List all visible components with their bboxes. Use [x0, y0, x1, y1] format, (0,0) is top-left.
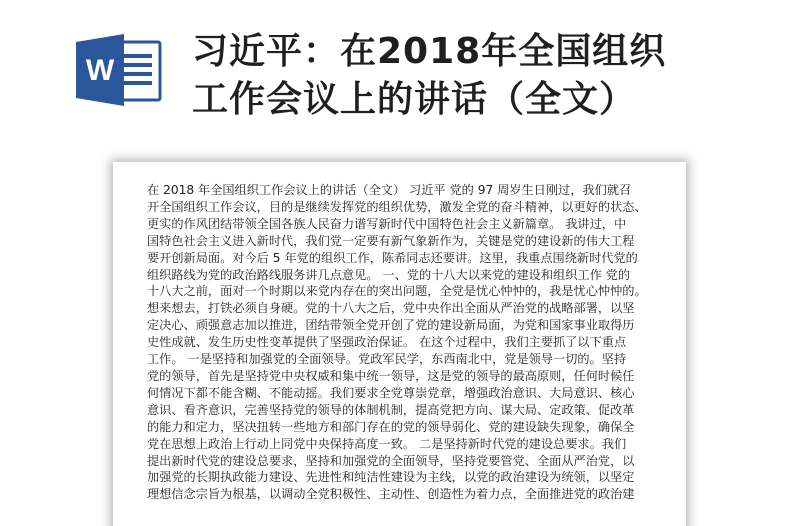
- document-line: 工作。 一是坚持和加强党的全面领导。党政军民学，东西南北中，党是领导一切的。坚持: [147, 352, 627, 367]
- word-document-icon: [72, 32, 164, 108]
- page-title-line-1: 习近平：在2018年全国组织: [192, 31, 667, 72]
- document-line: 开全国组织工作会议，目的是继续发挥党的组织优势，激发全党的奋斗精神，以更好的状态、: [147, 199, 647, 214]
- document-line: 要开创新局面。对今后 5 年党的组织工作，陈希同志还要讲。这里，我重点围绕新时代党的: [147, 250, 638, 265]
- document-line: 的能力和定力，坚决扭转一些地方和部门存在的党的领导弱化、党的建设缺失现象，确保全: [147, 419, 635, 434]
- document-line: 组织路线为党的政治路线服务讲几点意见。 一、党的十八大以来党的建设和组织工作 党的: [147, 267, 631, 282]
- document-line: 理想信念宗旨为根基，以调动全党积极性、主动性、创造性为着力点，全面推进党的政治建: [147, 487, 635, 502]
- document-line: 意识、看齐意识，完善坚持党的领导的体制机制，提高党把方向、谋大局、定政策、促改革: [147, 402, 635, 417]
- word-letter: W: [85, 54, 115, 87]
- document-line: 定决心、顽强意志加以推进，团结带领全党开创了党的建设新局面，为党和国家事业取得历: [147, 318, 635, 333]
- document-body: [147, 182, 651, 503]
- document-line: 党的领导，首先是坚持党中央权威和集中统一领导，这是党的领导的最高原则，任何时候任: [147, 368, 635, 383]
- page-title: [192, 28, 772, 124]
- document-preview-page: [113, 162, 686, 526]
- document-line: 提出新时代党的建设总要求，坚持和加强党的全面领导，坚持党要管党、全面从严治党，以: [147, 453, 635, 468]
- document-line: 国特色社会主义进入新时代，我们党一定要有新气象新作为，关键是党的建设新的伟大工程: [147, 233, 635, 248]
- document-line: 在 2018 年全国组织工作会议上的讲话（全文） 习近平 党的 97 周岁生日刚过，我们就召: [147, 183, 632, 197]
- document-line: 何情况下都不能含糊、不能动摇。我们要求全党尊崇党章，增强政治意识、大局意识、核心: [147, 385, 635, 400]
- document-line: 党在思想上政治上行动上同党中央保持高度一致。 二是坚持新时代党的建设总要求。我们: [147, 436, 627, 451]
- document-line: 加强党的长期执政能力建设、先进性和纯洁性建设为主线，以党的政治建设为统领，以坚定: [147, 470, 635, 485]
- document-line: 更实的作风团结带领全国各族人民奋力谱写新时代中国特色社会主义新篇章。 我讲过，中: [147, 216, 627, 231]
- document-line: 想来想去，打铁必须自身硬。党的十八大之后，党中央作出全面从严治党的战略部署，以坚: [147, 301, 635, 316]
- page-title-line-2: 工作会议上的讲话（全文）: [192, 79, 637, 120]
- document-line: 十八大之前，面对一个时期以来党内存在的突出问题，全党是忧心忡忡的，我是忧心忡忡的。: [147, 284, 647, 299]
- document-line: 史性成就、发生历史性变革提供了坚强政治保证。 在这个过程中，我们主要抓了以下重点: [147, 335, 627, 350]
